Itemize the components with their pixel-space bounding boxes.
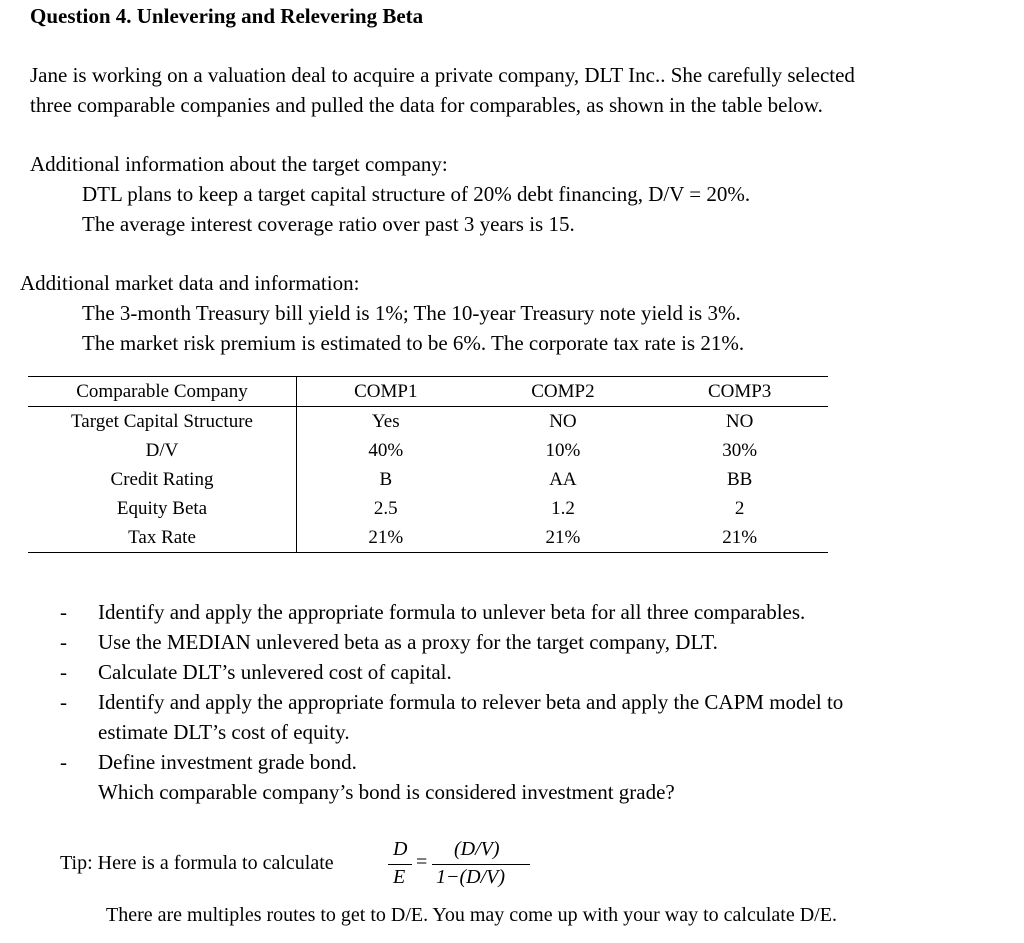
header-comp2: COMP2 [531,380,595,402]
row-label: Equity Beta [28,494,297,523]
bullet-dash: - [60,630,67,654]
formula-lhs-numerator: D [393,838,408,860]
task-relever-beta [98,687,843,747]
tip-note: There are multiples routes to get to D/E. You may come up with your way to calculate D/E. [106,904,837,926]
intro-line-2: three comparable companies and pulled the data for comparables, as shown in the table below. [30,93,823,117]
table-cell: NO [549,410,577,432]
formula-lhs-bar [388,864,412,865]
header-comp1: COMP1 [354,380,418,402]
table-cell: 10% [545,439,581,461]
task-relever-line-1: Identify and apply the appropriate formula to relever beta and apply the CAPM model to [98,690,844,714]
bullet-dash: - [60,660,67,684]
market-info-line-2: The market risk premium is estimated to be 6%. The corporate tax rate is 21%. [82,331,745,355]
table-cell: 21% [545,526,581,548]
task-unlever-beta: Identify and apply the appropriate formula to unlever beta for all three comparables. [98,600,806,624]
formula-lhs-denominator: E [393,866,406,888]
formula-rhs-bar [432,864,530,865]
table-cell: 2 [734,497,745,519]
target-info-line-2: The average interest coverage ratio over past 3 years is 15. [82,212,575,236]
target-info-heading: Additional information about the target company: [30,152,448,176]
table-header-row [28,377,828,407]
tip-text: Tip: Here is a formula to calculate [60,852,334,874]
market-info-details [82,298,744,358]
formula-rhs-numerator: (D/V) [454,838,500,860]
bullet-dash: - [60,750,67,774]
task-median-beta: Use the MEDIAN unlevered beta as a proxy for the target company, DLT. [98,630,718,654]
table-cell: B [379,468,393,490]
formula-rhs-denominator: 1−(D/V) [436,866,506,888]
table-cell: AA [549,468,577,490]
table-cell: BB [726,468,753,490]
task-unlevered-cost: Calculate DLT’s unlevered cost of capital. [98,660,452,684]
target-info-line-1: DTL plans to keep a target capital structure of 20% debt financing, D/V = 20%. [82,182,751,206]
question-title: Question 4. Unlevering and Relevering Beta [30,4,424,28]
market-info-line-1: The 3-month Treasury bill yield is 1%; The 10-year Treasury note yield is 3%. [82,301,741,325]
list-item [60,627,843,657]
row-label: Credit Rating [28,465,297,494]
task-list [60,597,843,807]
formula-equals: = [416,851,428,873]
table-row [28,465,828,494]
table-row [28,407,828,437]
task-relever-line-2: estimate DLT’s cost of equity. [98,720,350,744]
table-cell: 40% [368,439,404,461]
table-cell: 21% [722,526,758,548]
table-cell: 1.2 [551,497,575,519]
header-comparable-company: Comparable Company [28,377,297,407]
market-info-heading: Additional market data and information: [20,271,360,295]
table-cell: 30% [722,439,758,461]
intro-line-1: Jane is working on a valuation deal to acquire a private company, DLT Inc.. She carefully selected [30,63,855,87]
list-item [60,597,843,627]
row-label: D/V [28,436,297,465]
table-cell: 2.5 [373,497,398,519]
bullet-dash: - [60,600,67,624]
row-label: Target Capital Structure [28,407,297,437]
table-row [28,523,828,553]
intro-paragraph [30,60,855,120]
list-item [60,747,843,807]
table-row [28,436,828,465]
table-cell: 21% [368,526,404,548]
task-investment-grade [98,747,675,807]
task-define-line: Define investment grade bond. [98,750,357,774]
bullet-dash: - [60,690,67,714]
table-row [28,494,828,523]
target-info-details [82,179,750,239]
list-item [60,687,843,747]
table-cell: NO [725,410,754,432]
task-which-line: Which comparable company’s bond is considered investment grade? [98,780,675,804]
table-cell: Yes [371,410,400,432]
list-item [60,657,843,687]
row-label: Tax Rate [28,523,297,553]
comparables-table [28,376,828,553]
header-comp3: COMP3 [707,380,772,402]
